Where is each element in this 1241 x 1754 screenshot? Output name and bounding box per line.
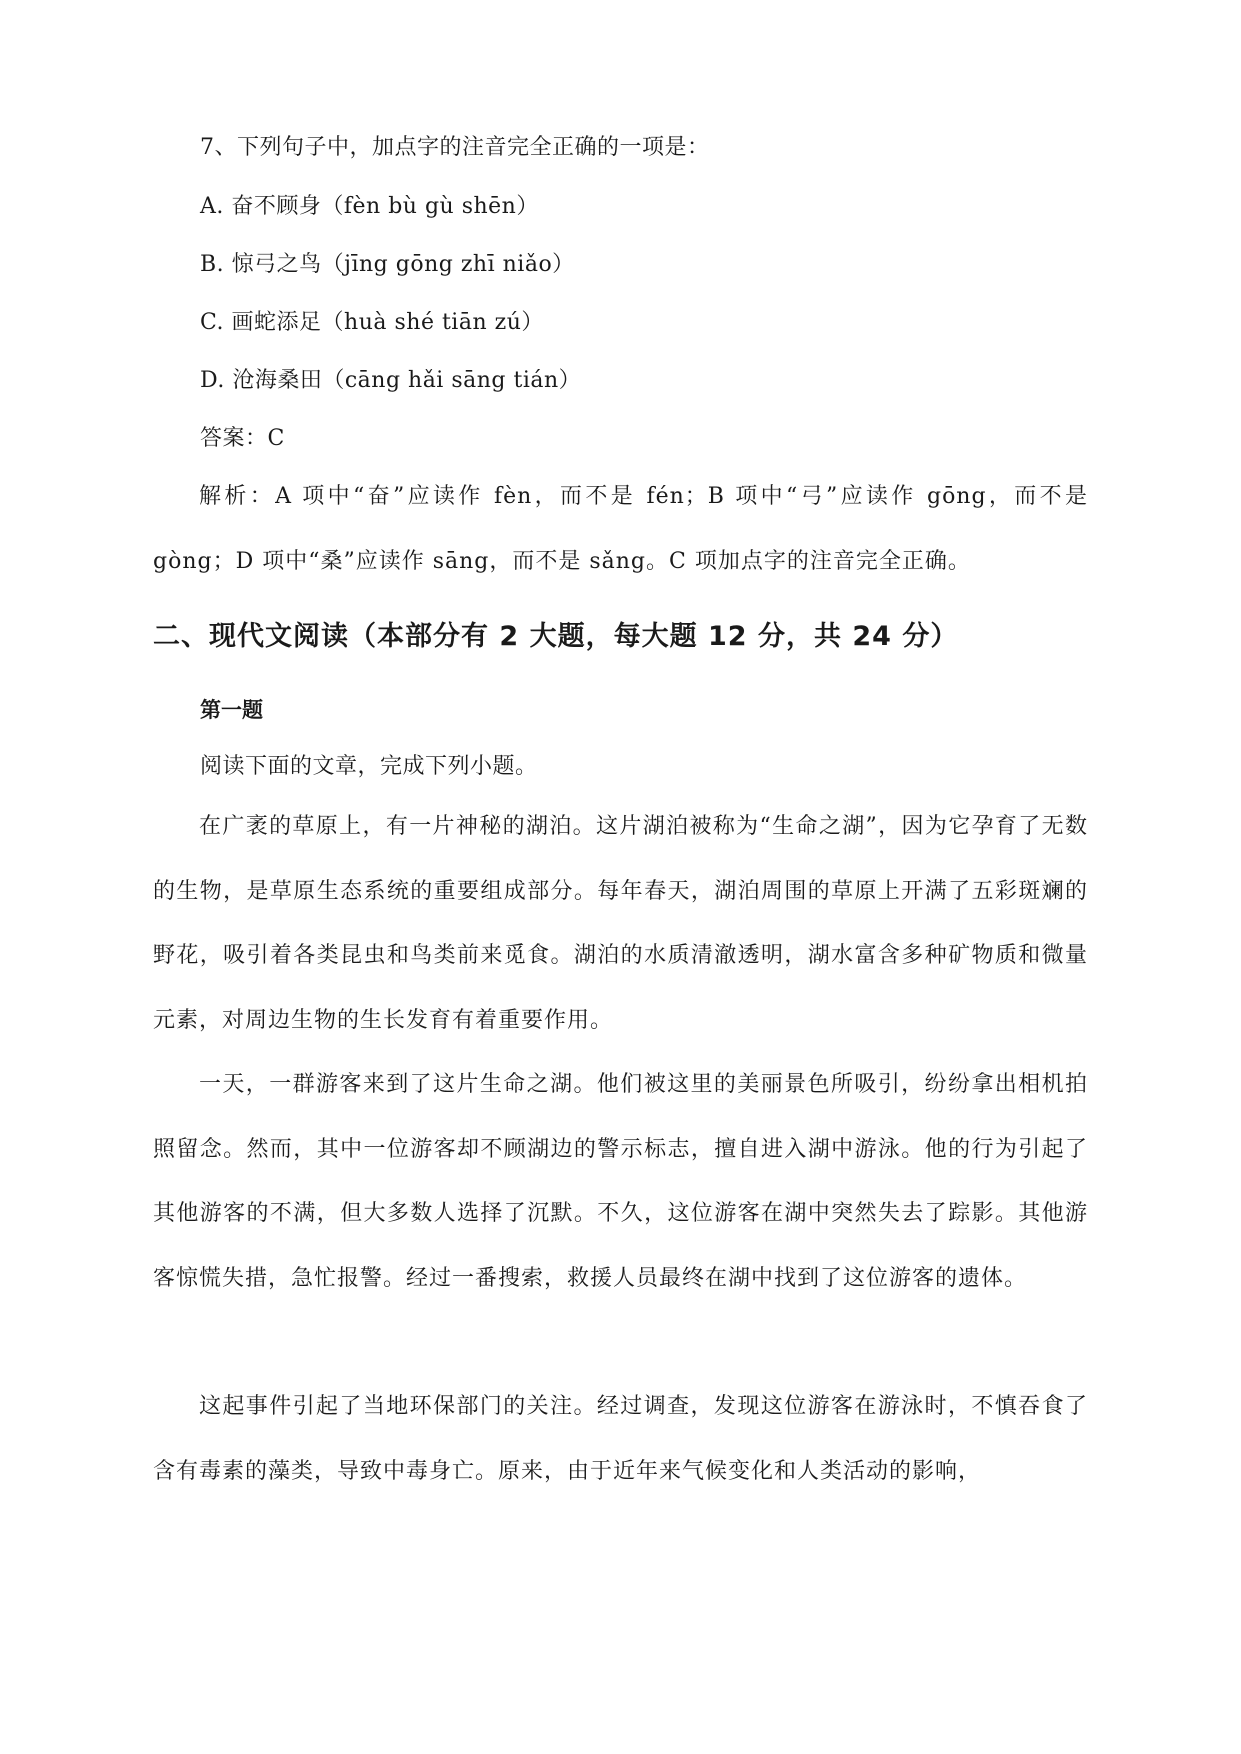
- option-c: C. 画蛇添足（huà shé tiān zú）: [200, 310, 544, 335]
- article-paragraph-2: 一天，一群游客来到了这片生命之湖。他们被这里的美丽景色所吸引，纷纷拿出相机拍照留念。然而，其中一位游客却不顾湖边的警示标志，擅自进入湖中游泳。他的行为引起了其他游客的不满，但大多数人选择了沉默。不久，这位游客在湖中突然失去了踪影。其他游客惊慌失措，急忙报警。经过一番搜索，救援人员最终在湖中找到了这位游客的遗体。: [153, 1072, 1088, 1291]
- article-paragraph-1: 在广袤的草原上，有一片神秘的湖泊。这片湖泊被称为“生命之湖”，因为它孕育了无数的生物，是草原生态系统的重要组成部分。每年春天，湖泊周围的草原上开满了五彩斑斓的野花，吸引着各类昆虫和鸟类前来觅食。湖泊的水质清澈透明，湖水富含多种矿物质和微量元素，对周边生物的生长发育有着重要作用。: [153, 814, 1088, 1033]
- article-paragraph-3: 这起事件引起了当地环保部门的关注。经过调查，发现这位游客在游泳时，不慎吞食了含有毒素的藻类，导致中毒身亡。原来，由于近年来气候变化和人类活动的影响，: [153, 1394, 1088, 1484]
- option-a: A. 奋不顾身（fèn bù gù shēn）: [200, 194, 539, 219]
- option-b: B. 惊弓之鸟（jīng gōng zhī niǎo）: [200, 252, 575, 277]
- question-stem: 7、下列句子中，加点字的注音完全正确的一项是：: [200, 135, 710, 160]
- section-subtitle: 第一题: [200, 698, 263, 722]
- answer-text: 答案：C: [200, 426, 285, 451]
- section-title: 二、现代文阅读（本部分有 2 大题，每大题 12 分，共 24 分）: [153, 621, 959, 652]
- reading-instruction: 阅读下面的文章，完成下列小题。: [200, 754, 538, 779]
- option-d: D. 沧海桑田（cāng hǎi sāng tián）: [200, 368, 582, 393]
- analysis-paragraph: 解析：A 项中“奋”应读作 fèn，而不是 fén；B 项中“弓”应读作 gōng，而不是 gòng；D 项中“桑”应读作 sāng，而不是 sǎng。C 项加点字的注音完全正确。: [153, 484, 1088, 574]
